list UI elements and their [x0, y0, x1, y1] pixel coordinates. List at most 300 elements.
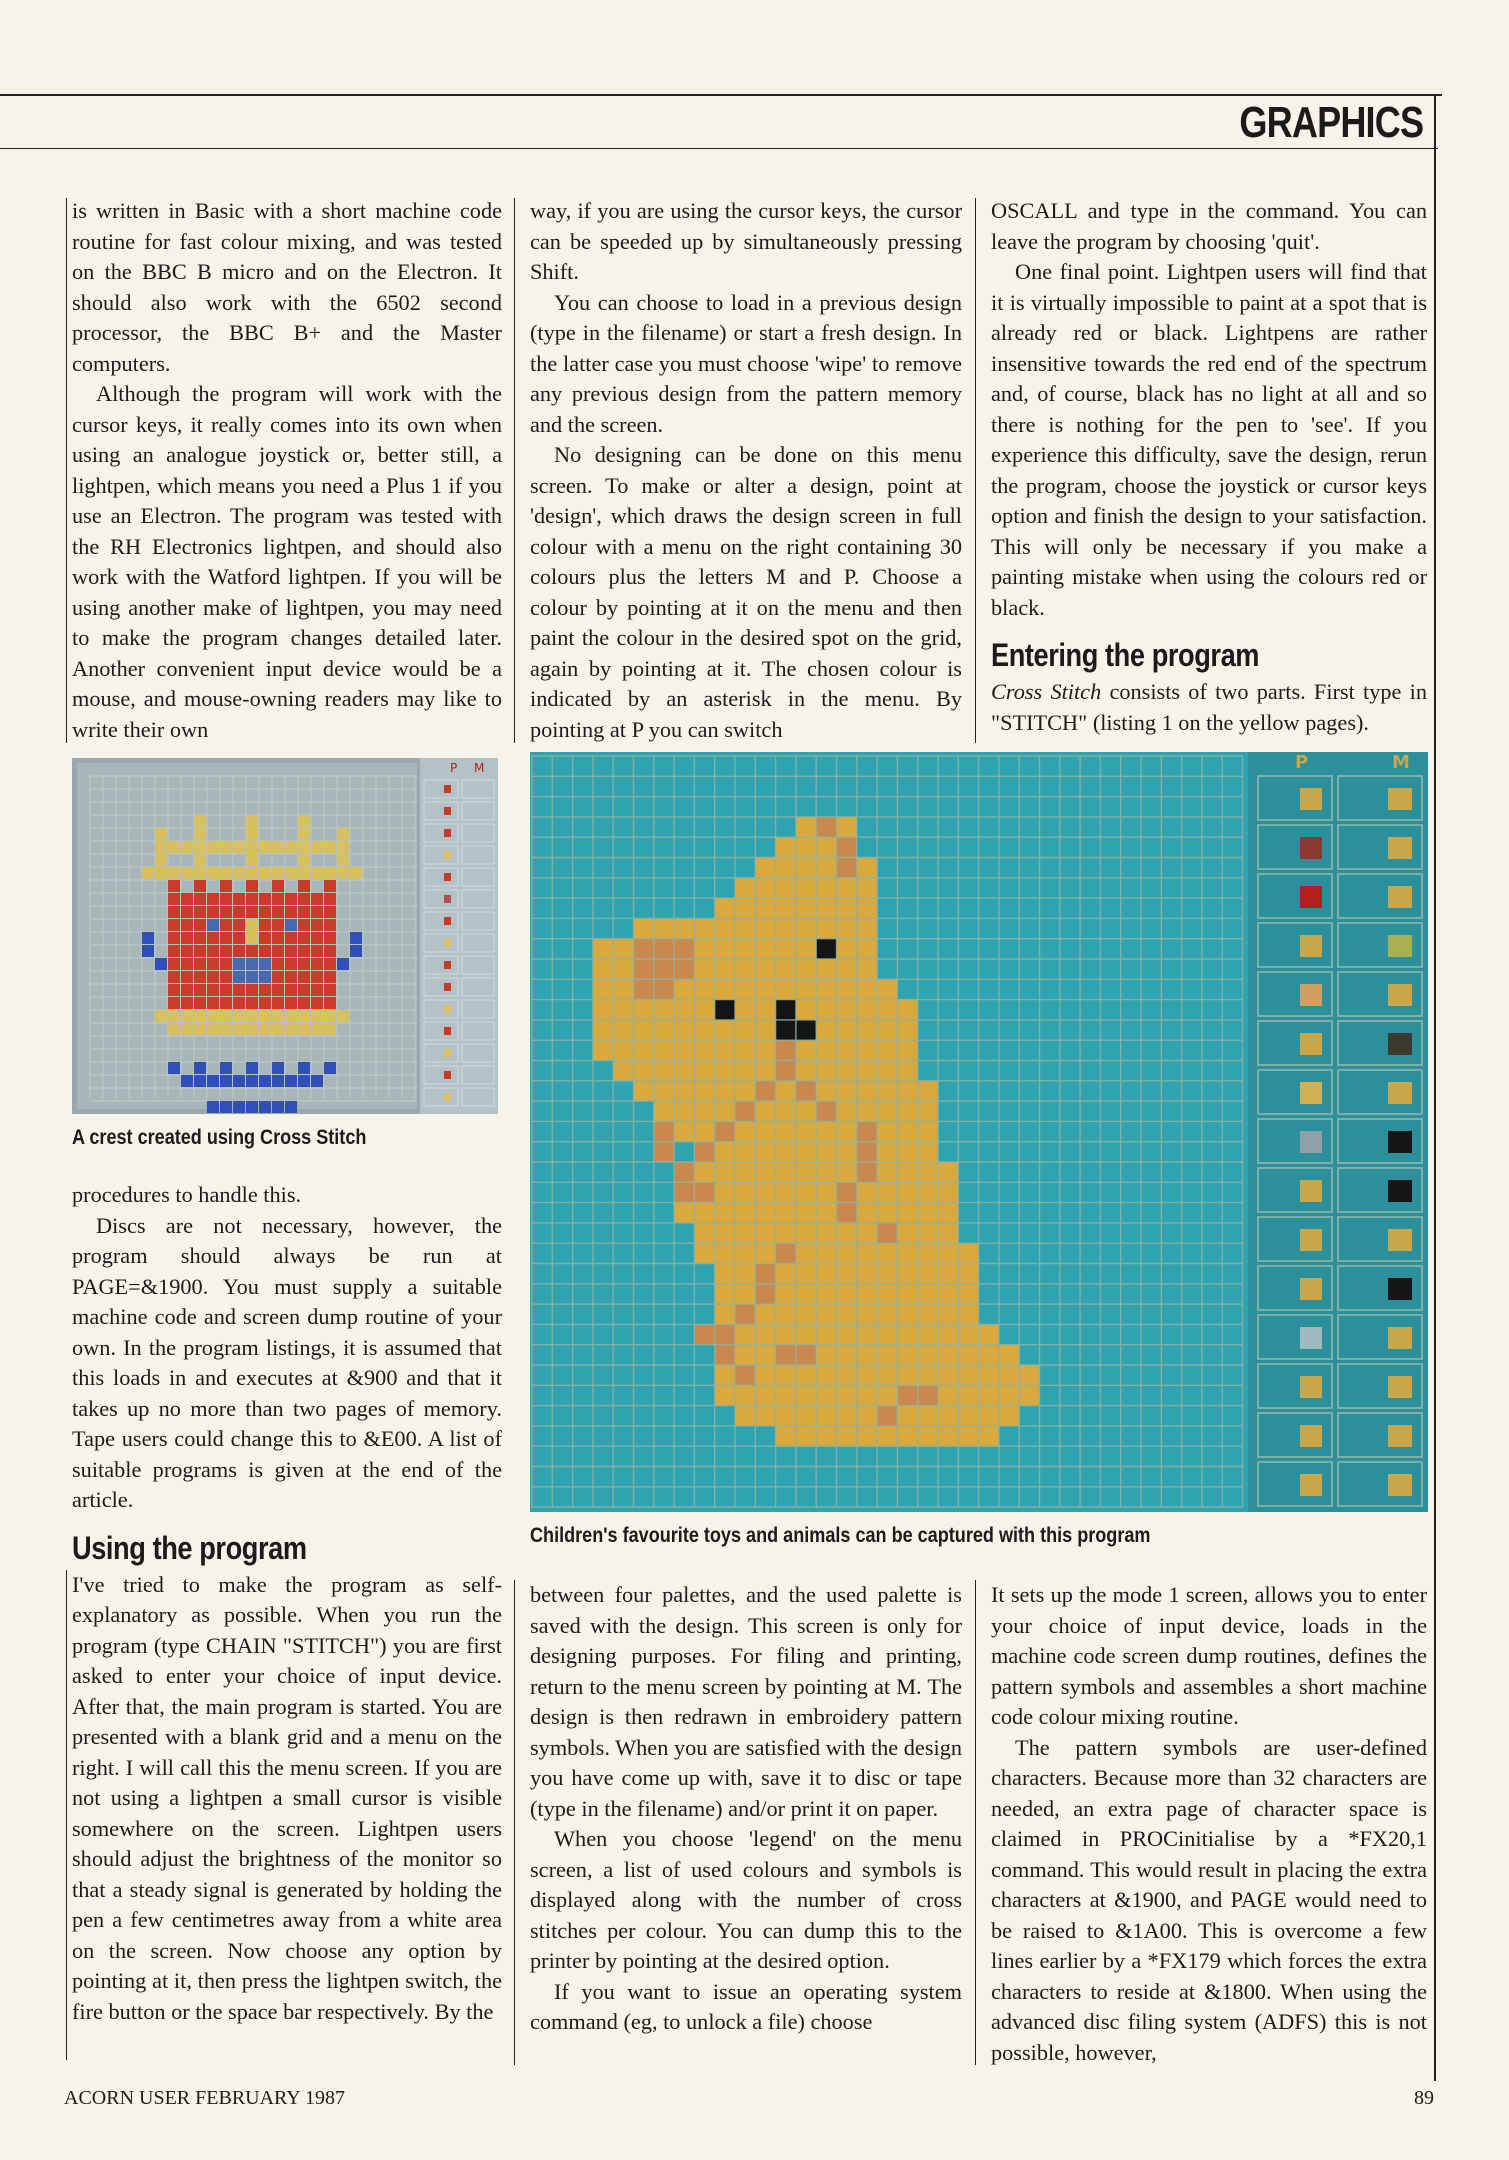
castle-cell: [259, 997, 271, 1009]
duck-cell: [776, 1223, 796, 1243]
castle-cell: [272, 997, 284, 1009]
window-cell: [246, 958, 258, 970]
crest-caption: A crest created using Cross Stitch: [72, 1126, 367, 1149]
crown-cell: [272, 841, 284, 853]
crown-cell: [246, 815, 258, 827]
duck-cell: [796, 898, 816, 918]
paragraph: I've tried to make the program as self-explanatory as possible. When you run the program (type CHAIN "STITCH") you are first asked to enter your choice of input device. After that, the main program is started. You are presented with a blank grid and a menu on the right. I will call this the menu screen. If you are not using a lightpen a small cursor is visible somewhere on the screen. Lightpen users should adjust the brightness of the monitor so that a steady signal is generated by holding the pen a few centimetres away from a white area on the screen. Now choose any option by pointing at it, then press the lightpen switch, the fire button or the space bar respectively. By the: [72, 1571, 502, 2024]
castle-cell: [233, 893, 245, 905]
duck-cell: [857, 1385, 877, 1405]
duck-cell: [694, 1121, 714, 1141]
duck-cell: [735, 1284, 755, 1304]
duck-cell: [796, 1406, 816, 1426]
castle-cell: [233, 919, 245, 931]
crown-cell: [337, 841, 349, 853]
duck-cell: [877, 1345, 897, 1365]
duck-shade-cell: [816, 817, 836, 837]
duck-cell: [857, 1264, 877, 1284]
duck-cell: [796, 1243, 816, 1263]
duck-cell: [796, 1223, 816, 1243]
castle-cell: [272, 971, 284, 983]
wave-cell: [220, 1062, 232, 1074]
duck-cell: [776, 1182, 796, 1202]
crown-cell: [298, 854, 310, 866]
castle-cell: [168, 997, 180, 1009]
crest-menu-letter-p: P: [450, 761, 458, 775]
duck-cell: [735, 1121, 755, 1141]
duck-cell: [857, 1324, 877, 1344]
wave-cell: [272, 1075, 284, 1087]
duck-cell: [877, 1000, 897, 1020]
duck-cell: [816, 1000, 836, 1020]
duck-cell: [958, 1304, 978, 1324]
duck-cell: [857, 1182, 877, 1202]
duck-cell: [755, 918, 775, 938]
duck-cell: [1019, 1365, 1039, 1385]
duck-cell: [735, 1406, 755, 1426]
duck-cell: [837, 1284, 857, 1304]
duck-cell: [857, 939, 877, 959]
wave-cell: [298, 1075, 310, 1087]
wave-cell: [220, 1101, 232, 1113]
wave-cell: [324, 1062, 336, 1074]
duck-cell: [857, 1426, 877, 1446]
duck-cell: [918, 1304, 938, 1324]
castle-cell: [298, 906, 310, 918]
castle-cell: [220, 932, 232, 944]
base-cell: [259, 1023, 271, 1035]
wave-cell: [207, 1101, 219, 1113]
duck-cell: [796, 1304, 816, 1324]
castle-cell: [181, 893, 193, 905]
castle-cell: [285, 945, 297, 957]
duck-cell: [979, 1345, 999, 1365]
duck-cell: [816, 918, 836, 938]
base-cell: [246, 1023, 258, 1035]
duck-shade-cell: [674, 1162, 694, 1182]
duck-cell: [958, 1324, 978, 1344]
duck-cell: [755, 1020, 775, 1040]
duck-cell: [918, 1324, 938, 1344]
duck-cell: [837, 817, 857, 837]
col-rule-left: [66, 198, 67, 743]
duck-cell: [755, 1324, 775, 1344]
castle-cell: [259, 984, 271, 996]
duck-cell: [979, 1385, 999, 1405]
castle-cell: [168, 932, 180, 944]
duck-eye-cell: [796, 1020, 816, 1040]
crown-cell: [246, 867, 258, 879]
duck-cell: [1019, 1385, 1039, 1405]
duck-shade-cell: [837, 837, 857, 857]
duck-cell: [613, 939, 633, 959]
duck-cell: [897, 1223, 917, 1243]
palette-swatch: [1388, 1131, 1412, 1153]
duck-cell: [755, 1000, 775, 1020]
duck-cell: [796, 1162, 816, 1182]
duck-cell: [674, 1121, 694, 1141]
duck-cell: [837, 1406, 857, 1426]
duck-cell: [634, 1040, 654, 1060]
duck-cell: [877, 1101, 897, 1121]
castle-cell: [233, 945, 245, 957]
base-cell: [298, 1023, 310, 1035]
side-cell: [337, 958, 349, 970]
duck-shade-cell: [755, 1284, 775, 1304]
palette-swatch: [1300, 1278, 1322, 1300]
duck-cell: [735, 1142, 755, 1162]
crown-cell: [246, 841, 258, 853]
duck-cell: [857, 1365, 877, 1385]
duck-shade-cell: [755, 1081, 775, 1101]
palette-swatch: [1300, 1376, 1322, 1398]
castle-cell: [220, 919, 232, 931]
castle-cell: [324, 958, 336, 970]
duck-cell: [816, 1406, 836, 1426]
wave-cell: [181, 1075, 193, 1087]
crest-screenshot: [72, 758, 498, 1114]
duck-cell: [735, 959, 755, 979]
duck-cell: [857, 1203, 877, 1223]
castle-cell: [298, 945, 310, 957]
palette-swatch: [444, 961, 451, 969]
castle-cell: [194, 932, 206, 944]
castle-cell: [207, 932, 219, 944]
duck-cell: [776, 1324, 796, 1344]
header-bottom-rule: [0, 148, 1438, 149]
castle-cell: [259, 932, 271, 944]
duck-cell: [735, 1000, 755, 1020]
duck-cell: [816, 878, 836, 898]
duck-cell: [776, 959, 796, 979]
wave-cell: [285, 1101, 297, 1113]
heading-using-the-program: Using the program: [72, 1529, 307, 1566]
crown-cell: [194, 828, 206, 840]
duck-shade-cell: [857, 1121, 877, 1141]
duck-cell: [837, 1365, 857, 1385]
base-cell: [337, 1010, 349, 1022]
duck-cell: [674, 1101, 694, 1121]
paragraph: between four palettes, and the used palette is saved with the design. This screen is only for designing purposes. For filing and printing, return to the menu screen by pointing at M. The design is then redrawn in embroidery pattern symbols. When you are satisfied with the design you have come up with, save it to disc or tape (type in the filename) and/or print it on paper.: [530, 1582, 962, 1821]
crown-cell: [233, 841, 245, 853]
crown-cell: [246, 854, 258, 866]
base-cell: [220, 1023, 232, 1035]
duck-cell: [938, 1223, 958, 1243]
window-cell: [259, 958, 271, 970]
paragraph: It sets up the mode 1 screen, allows you to enter your choice of input device, loads in the machine code screen dump routines, defines the pattern symbols and assembles a short machine code colour mixing routine.: [991, 1582, 1427, 1729]
duck-cell: [979, 1365, 999, 1385]
duck-cell: [694, 1061, 714, 1081]
duck-cell: [816, 1142, 836, 1162]
duck-cell: [796, 858, 816, 878]
castle-cell: [181, 945, 193, 957]
base-cell: [246, 1010, 258, 1022]
base-cell: [181, 1023, 193, 1035]
crest-menu-letter-m: M: [474, 761, 485, 775]
castle-cell: [168, 919, 180, 931]
duck-cell: [593, 1020, 613, 1040]
duck-shade-cell: [674, 1182, 694, 1202]
duck-cell: [796, 1182, 816, 1202]
palette-swatch: [444, 939, 451, 947]
duck-cell: [837, 1020, 857, 1040]
duck-shade-cell: [634, 939, 654, 959]
wave-cell: [246, 1075, 258, 1087]
duck-cell: [674, 1203, 694, 1223]
base-cell: [194, 1023, 206, 1035]
duck-cell: [593, 1000, 613, 1020]
duck-shade-cell: [776, 1040, 796, 1060]
palette-swatch: [444, 873, 451, 881]
duck-cell: [776, 858, 796, 878]
castle-cell: [181, 919, 193, 931]
duck-cell: [857, 1081, 877, 1101]
base-cell: [324, 1010, 336, 1022]
duck-shade-cell: [674, 939, 694, 959]
duck-cell: [816, 837, 836, 857]
duck-cell: [694, 1162, 714, 1182]
duck-cell: [735, 878, 755, 898]
wave-cell: [272, 1101, 284, 1113]
duck-cell: [694, 1223, 714, 1243]
toys-screenshot: [530, 752, 1428, 1512]
duck-cell: [776, 837, 796, 857]
castle-cell: [311, 997, 323, 1009]
duck-cell: [857, 1304, 877, 1324]
duck-cell: [755, 1162, 775, 1182]
palette-swatch: [444, 895, 451, 903]
base-cell: [233, 1010, 245, 1022]
duck-cell: [857, 1020, 877, 1040]
castle-cell: [298, 893, 310, 905]
castle-cell: [233, 932, 245, 944]
duck-cell: [593, 979, 613, 999]
castle-cell: [324, 919, 336, 931]
duck-cell: [877, 1284, 897, 1304]
paragraph: No designing can be done on this menu screen. To make or alter a design, point at 'design', which draws the design screen in full colour with a menu on the right containing 30 colours plus the letters M and P. Choose a colour by pointing at it on the menu and then paint the colour in the desired spot on the grid, again by pointing at it. The chosen colour is indicated by an asterisk in the menu. By pointing at P you can switch: [530, 442, 962, 742]
castle-cell: [285, 932, 297, 944]
section-title: GRAPHICS: [1239, 98, 1423, 147]
duck-cell: [837, 1223, 857, 1243]
palette-swatch: [444, 1093, 451, 1101]
paragraph: You can choose to load in a previous design (type in the filename) or start a fresh design. In the latter case you must choose 'wipe' to remove any previous design from the pattern memory and the screen.: [530, 289, 962, 437]
duck-cell: [735, 1223, 755, 1243]
duck-cell: [715, 1264, 735, 1284]
duck-cell: [816, 1061, 836, 1081]
duck-cell: [715, 1365, 735, 1385]
duck-cell: [958, 1284, 978, 1304]
crown-cell: [324, 867, 336, 879]
duck-cell: [918, 1365, 938, 1385]
toys-menu-letter-m: M: [1392, 752, 1410, 773]
base-cell: [272, 1010, 284, 1022]
duck-cell: [674, 1040, 694, 1060]
castle-cell: [207, 984, 219, 996]
duck-cell: [979, 1406, 999, 1426]
duck-cell: [857, 1061, 877, 1081]
duck-cell: [897, 1162, 917, 1182]
castle-cell: [181, 958, 193, 970]
duck-cell: [837, 1000, 857, 1020]
duck-cell: [877, 1061, 897, 1081]
duck-cell: [857, 979, 877, 999]
duck-cell: [796, 979, 816, 999]
wave-cell: [259, 1075, 271, 1087]
duck-cell: [837, 1304, 857, 1324]
base-cell: [311, 1023, 323, 1035]
duck-shade-cell: [776, 1061, 796, 1081]
duck-cell: [694, 1020, 714, 1040]
program-name: Cross Stitch: [991, 679, 1102, 704]
duck-cell: [715, 918, 735, 938]
palette-swatch: [1388, 1180, 1412, 1202]
wave-cell: [259, 1101, 271, 1113]
duck-shade-cell: [654, 939, 674, 959]
wave-cell: [272, 1062, 284, 1074]
duck-cell: [857, 918, 877, 938]
duck-cell: [857, 878, 877, 898]
duck-cell: [958, 1345, 978, 1365]
duck-cell: [897, 1324, 917, 1344]
duck-cell: [796, 1324, 816, 1344]
duck-cell: [735, 1203, 755, 1223]
duck-cell: [837, 1264, 857, 1284]
paragraph: [991, 677, 1427, 738]
paragraph: Discs are not necessary, however, the program should always be run at PAGE=&1900. You must supply a suitable machine code and screen dump routine of your own. In the program listings, it is assumed that this loads in and executes at &900 and that it takes up no more than two pages of memory. Tape users could change this to &E00. A list of suitable programs is given at the end of the article.: [72, 1212, 502, 1512]
castle-cell: [272, 945, 284, 957]
castle-cell: [194, 997, 206, 1009]
duck-cell: [735, 1020, 755, 1040]
castle-cell: [272, 893, 284, 905]
palette-swatch: [444, 917, 451, 925]
duck-cell: [715, 959, 735, 979]
crown-cell: [194, 867, 206, 879]
castle-cell: [311, 906, 323, 918]
side-cell: [142, 945, 154, 957]
duck-cell: [837, 898, 857, 918]
duck-cell: [755, 1121, 775, 1141]
side-cell: [350, 945, 362, 957]
duck-shade-cell: [674, 959, 694, 979]
paragraph: is written in Basic with a short machine code routine for fast colour mixing, and was tested on the BBC B micro and on the Electron. It should also work with the 6502 second processor, the BBC B+ and the Master computers.: [72, 198, 502, 376]
palette-swatch: [1388, 1278, 1412, 1300]
castle-cell: [207, 997, 219, 1009]
col-rule-1: [514, 198, 515, 743]
middle-column-bottom: [530, 1580, 962, 2038]
castle-cell: [220, 997, 232, 1009]
window-cell: [233, 958, 245, 970]
crown-cell: [337, 854, 349, 866]
right-column-bottom: [991, 1580, 1427, 2068]
duck-cell: [613, 959, 633, 979]
duck-cell: [857, 898, 877, 918]
duck-cell: [715, 979, 735, 999]
window-cell: [246, 971, 258, 983]
duck-cell: [755, 1061, 775, 1081]
duck-cell: [796, 959, 816, 979]
wave-cell: [220, 1075, 232, 1087]
duck-shade-cell: [837, 1182, 857, 1202]
duck-cell: [694, 1081, 714, 1101]
duck-cell: [999, 1345, 1019, 1365]
palette-swatch: [1300, 935, 1322, 957]
duck-cell: [776, 898, 796, 918]
duck-cell: [918, 1406, 938, 1426]
duck-cell: [857, 1243, 877, 1263]
duck-cell: [654, 1040, 674, 1060]
wave-cell: [207, 1075, 219, 1087]
castle-cell: [220, 945, 232, 957]
footer-publication: ACORN USER FEBRUARY 1987: [64, 2087, 345, 2109]
castle-cell: [181, 984, 193, 996]
palette-swatch: [1388, 1425, 1412, 1447]
crown-cell: [155, 867, 167, 879]
duck-cell: [694, 918, 714, 938]
window-cell: [285, 919, 297, 931]
duck-cell: [938, 1264, 958, 1284]
duck-cell: [634, 918, 654, 938]
duck-cell: [796, 837, 816, 857]
duck-cell: [715, 1182, 735, 1202]
duck-cell: [613, 1061, 633, 1081]
castle-cell: [246, 945, 258, 957]
top-rule: [0, 94, 1442, 96]
duck-cell: [877, 1142, 897, 1162]
duck-cell: [776, 1406, 796, 1426]
paragraph: The pattern symbols are user-defined characters. Because more than 32 characters are needed, an extra page of character space is claimed in PROCinitialise by a *FX20,1 command. This would result in placing the extra characters at &1900, and PAGE would need to be raised to &1A00. This is overcome a few lines earlier by a *FX179 which forces the extra characters to reside at &1800. When using the advanced disc filing system (ADFS) this is not possible, however,: [991, 1734, 1427, 2065]
right-edge-rule: [1434, 96, 1436, 2081]
duck-cell: [938, 1385, 958, 1405]
duck-cell: [715, 1304, 735, 1324]
duck-cell: [837, 1061, 857, 1081]
duck-cell: [634, 1081, 654, 1101]
crown-cell: [311, 841, 323, 853]
duck-shade-cell: [837, 1203, 857, 1223]
base-cell: [324, 1023, 336, 1035]
window-cell: [233, 971, 245, 983]
crown-cell: [168, 841, 180, 853]
duck-cell: [755, 959, 775, 979]
window-cell: [246, 932, 258, 944]
duck-cell: [755, 878, 775, 898]
duck-cell: [796, 918, 816, 938]
castle-cell: [181, 932, 193, 944]
duck-cell: [796, 1426, 816, 1446]
duck-cell: [897, 1020, 917, 1040]
castle-cell: [259, 893, 271, 905]
duck-shade-cell: [857, 1142, 877, 1162]
duck-cell: [796, 1061, 816, 1081]
crown-cell: [259, 867, 271, 879]
wave-cell: [168, 1062, 180, 1074]
crown-cell: [285, 841, 297, 853]
duck-cell: [918, 1101, 938, 1121]
duck-cell: [715, 1020, 735, 1040]
paragraph: way, if you are using the cursor keys, the cursor can be speeded up by simultaneously pressing Shift.: [530, 198, 962, 284]
castle-cell: [324, 997, 336, 1009]
duck-cell: [816, 1264, 836, 1284]
castle-cell: [168, 984, 180, 996]
duck-cell: [938, 1203, 958, 1223]
crown-cell: [337, 828, 349, 840]
castle-cell: [311, 958, 323, 970]
duck-cell: [877, 1243, 897, 1263]
castle-cell: [194, 958, 206, 970]
duck-shade-cell: [918, 1385, 938, 1405]
duck-cell: [897, 1426, 917, 1446]
duck-cell: [755, 898, 775, 918]
duck-cell: [776, 1101, 796, 1121]
